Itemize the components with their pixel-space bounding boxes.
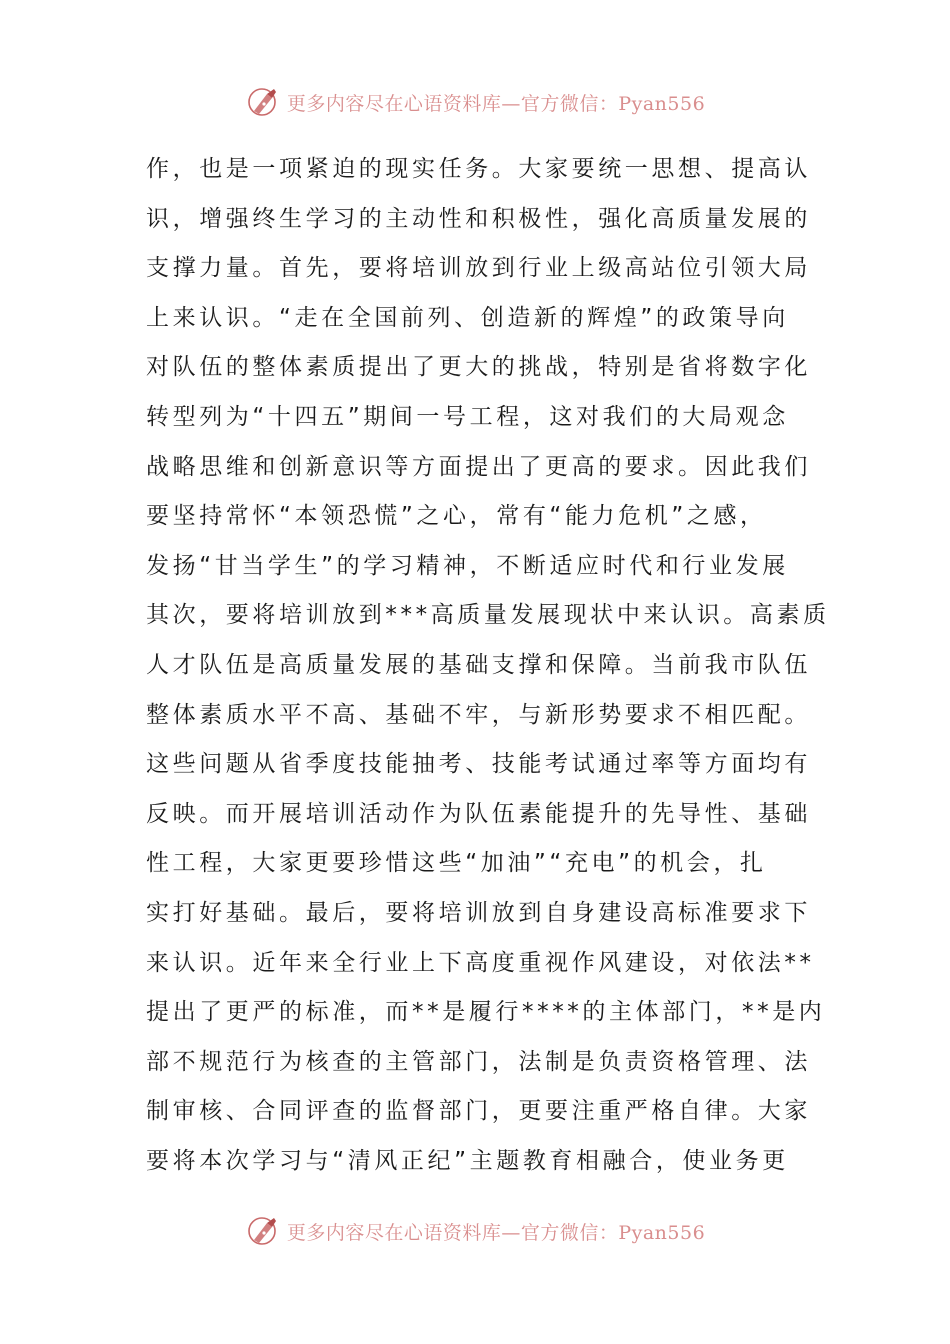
body-line: 其次，要将培训放到***高质量发展现状中来认识。高素质	[146, 602, 830, 629]
body-line: 转型列为“十四五”期间一号工程，这对我们的大局观念	[146, 403, 789, 430]
body-line: 反映。而开展培训活动作为队伍素能提升的先导性、基础	[146, 800, 811, 827]
body-line: 识，增强终生学习的主动性和积极性，强化高质量发展的	[146, 205, 811, 232]
document-body	[146, 145, 830, 1186]
body-line: 整体素质水平不高、基础不牢，与新形势要求不相匹配。	[146, 701, 811, 728]
body-line: 要将本次学习与“清风正纪”主题教育相融合，使业务更	[146, 1147, 789, 1174]
body-line: 来认识。近年来全行业上下高度重视作风建设，对依法**	[146, 949, 815, 976]
body-line: 提出了更严的标准，而**是履行****的主体部门，**是内	[146, 999, 826, 1026]
body-line: 作，也是一项紧迫的现实任务。大家要统一思想、提高认	[146, 156, 811, 182]
body-line: 支撑力量。首先，要将培训放到行业上级高站位引领大局	[146, 255, 811, 282]
body-line: 上来认识。“走在全国前列、创造新的辉煌”的政策导向	[146, 304, 789, 331]
body-line: 人才队伍是高质量发展的基础支撑和保障。当前我市队伍	[146, 651, 811, 678]
body-line: 制审核、合同评查的监督部门，更要注重严格自律。大家	[146, 1098, 811, 1125]
body-line: 性工程，大家更要珍惜这些“加油”“充电”的机会，扎	[146, 850, 767, 877]
body-line: 对队伍的整体素质提出了更大的挑战，特别是省将数字化	[146, 354, 811, 381]
body-line: 部不规范行为核查的主管部门，法制是负责资格管理、法	[146, 1048, 811, 1075]
body-line: 要坚持常怀“本领恐慌”之心，常有“能力危机”之感，	[146, 503, 767, 530]
pen-nib-circle-icon	[245, 1213, 281, 1249]
pen-nib-circle-icon	[245, 84, 281, 120]
footer-banner	[0, 1211, 950, 1251]
body-line: 战略思维和创新意识等方面提出了更高的要求。因此我们	[146, 453, 811, 480]
body-line: 实打好基础。最后，要将培训放到自身建设高标准要求下	[146, 899, 811, 926]
body-line: 发扬“甘当学生”的学习精神，不断适应时代和行业发展	[146, 552, 789, 579]
footer-banner-text: 更多内容尽在心语资料库—官方微信：Pyan556	[286, 1221, 706, 1244]
body-line: 这些问题从省季度技能抽考、技能考试通过率等方面均有	[146, 751, 811, 778]
header-banner-text: 更多内容尽在心语资料库—官方微信：Pyan556	[286, 92, 706, 115]
header-banner	[0, 82, 950, 122]
